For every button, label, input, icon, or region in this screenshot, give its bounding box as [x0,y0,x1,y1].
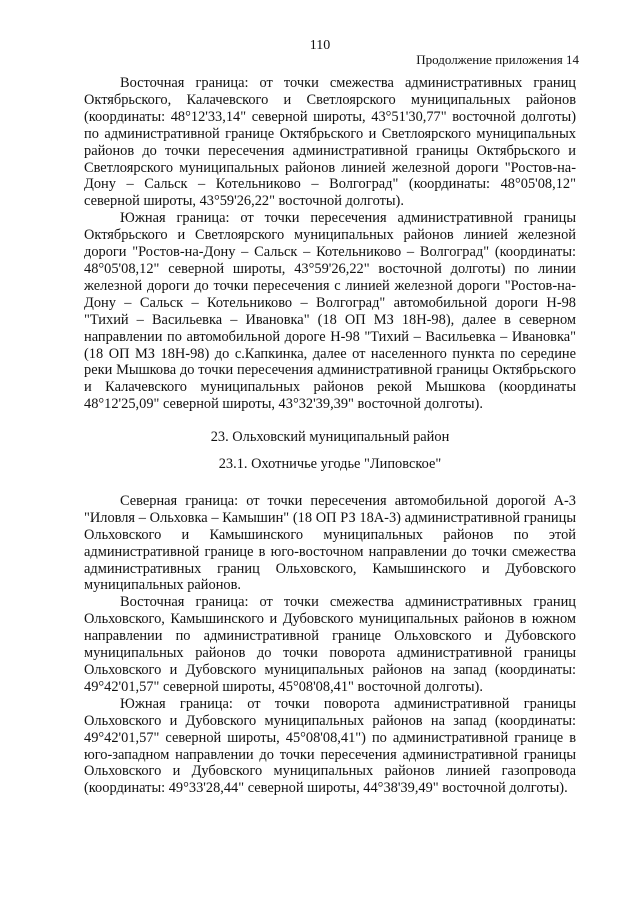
south-boundary-paragraph: Южная граница: от точки пересечения административной границы Октябрьского и Светлоярского муниципальных районов линией железной дороги "Ростов-на-Дону – Сальск – Котельниково – Волгоград" (координаты: 48°05'08,12" северной широты, 43°59'26,22" восточной долготы) по линии железной дороги до точки пересечения с линией железной дороги "Ростов-на-Дону – Сальск – Котельниково – Волгоград" автомобильной дороги Н-98 "Тихий – Васильевка – Ивановка" (18 ОП МЗ 18Н-98), далее в северном направлении по автомобильной дороге Н-98 "Тихий – Васильевка – Ивановка" (18 ОП МЗ 18Н-98) до с.Капкинка, далее от населенного пункта по середине реки Мышкова до точки пересечения административной границы Октябрьского и Калачевского муниципальных районов рекой Мышкова (координаты 48°12'25,09" северной широты, 43°32'39,39" восточной долготы). [84,210,576,413]
document-body [84,75,576,797]
east-boundary-paragraph-2: Восточная граница: от точки смежества административных границ Ольховского, Камышинского и Дубовского муниципальных районов в южном направлении по административной границе Ольховского и Дубовского муниципальных районов до точки поворота административной границы Ольховского и Дубовского муниципальных районов на запад (координаты: 49°42'01,57" северной широты, 45°08'08,41" восточной долготы). [84,594,576,695]
page-number: 110 [309,38,331,53]
south-boundary-paragraph-2: Южная граница: от точки поворота административной границы Ольховского и Дубовского муниципальных районов на запад (координаты: 49°42'01,57" северной широты, 45°08'08,41") по административной границе в юго-западном направлении до точки пересечения административной границы Ольховского и Дубовского муниципальных районов линией газопровода (координаты: 49°33'28,44" северной широты, 44°38'39,49" восточной долготы). [84,695,576,797]
appendix-note: Продолжение приложения 14 [416,52,579,67]
subsection-heading: 23.1. Охотничье угодье "Липовское" [218,456,442,473]
district-heading: 23. Ольховский муниципальный район [210,429,450,446]
north-boundary-paragraph: Северная граница: от точки пересечения автомобильной дорогой А-3 "Иловля – Ольховка – Камышин" (18 ОП РЗ 18А-3) административной границы Ольховского и Камышинского муниципальных районов по этой административной границе в юго-восточном направлении до точки смежества административных границ Ольховского, Камышинского и Дубовского муниципальных районов. [84,492,576,594]
east-boundary-paragraph: Восточная граница: от точки смежества административных границ Октябрьского, Калачевского и Светлоярского муниципальных районов (координаты: 48°12'33,14" северной широты, 43°51'30,77" восточной долготы) по административной границе Октябрьского и Светлоярского муниципальных районов до точки пересечения административной границы Октябрьского и Светлоярского муниципальных районов линией железной дороги "Ростов-на-Дону – Сальск – Котельниково – Волгоград" (координаты: 48°05'08,12" северной широты, 43°59'26,22" восточной долготы). [84,75,576,210]
